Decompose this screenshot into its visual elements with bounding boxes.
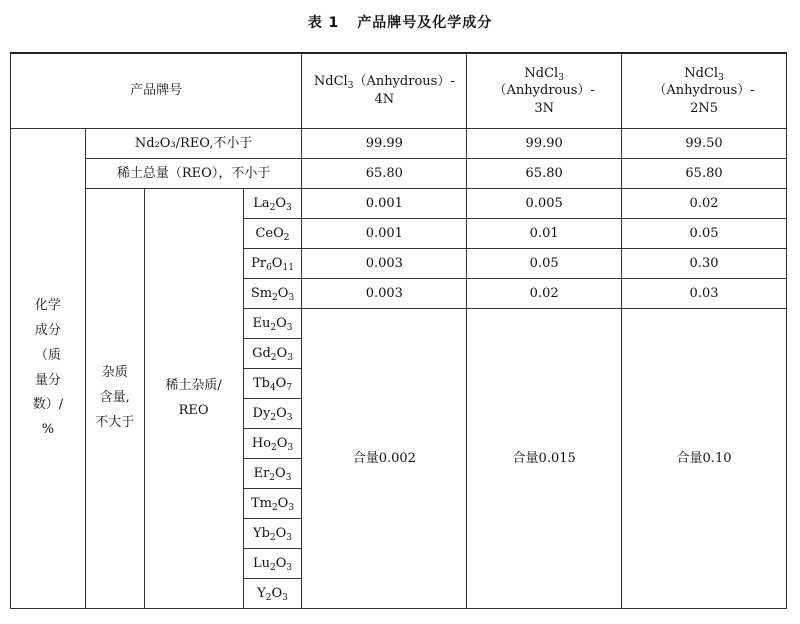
oxide-element: La <box>253 195 270 211</box>
grade-formula-sub: 3 <box>718 72 724 83</box>
grade-cell-3n <box>467 53 622 129</box>
value-cell <box>302 159 467 189</box>
value-cell <box>467 159 622 189</box>
oxide-element: Sm <box>250 285 273 301</box>
value-cell <box>302 279 467 309</box>
grade-qualifier: （Anhydrous）- <box>653 83 755 99</box>
value-cell <box>622 219 787 249</box>
oxide-subscript: 3 <box>288 502 295 513</box>
oxide-formula-cell <box>243 219 302 249</box>
oxide-formula-cell <box>243 399 302 429</box>
oxide-subscript: 7 <box>286 382 293 393</box>
oxide-subscript: 2 <box>269 562 276 573</box>
oxide-subscript: 3 <box>285 472 292 483</box>
oxide-subscript: 2 <box>272 292 278 303</box>
oxide-element: Pr <box>251 255 267 271</box>
combined-total-cell <box>302 309 467 609</box>
oxide-oxygen: O <box>271 585 283 601</box>
oxide-formula-cell <box>243 339 302 369</box>
value: 0.005 <box>525 195 563 211</box>
oxide-oxygen: O <box>277 495 289 511</box>
rare-earth-impurity-cell <box>144 189 243 609</box>
rare-earth-impurity-label-line: 稀土杂质/ <box>165 377 222 393</box>
grade-header-cell <box>11 53 302 129</box>
chemical-composition-label <box>15 294 81 442</box>
combined-total: 合量0.002 <box>352 450 416 466</box>
rare-earth-impurity-label-line: REO <box>178 402 209 418</box>
combined-total: 合量0.10 <box>676 450 732 466</box>
grade-formula-sub: 3 <box>558 72 564 83</box>
oxide-formula-cell <box>243 549 302 579</box>
table-caption <box>0 12 800 32</box>
value-cell <box>622 129 787 159</box>
value: 65.80 <box>365 165 403 181</box>
value-cell <box>622 279 787 309</box>
grade-cell-4n <box>302 53 467 129</box>
oxide-oxygen: O <box>276 315 287 331</box>
oxide-oxygen: O <box>273 225 284 241</box>
oxide-element: Ce <box>255 225 274 241</box>
grade-formula-sub: 3 <box>347 81 354 92</box>
oxide-formula-cell <box>243 489 302 519</box>
grade-formula: NdCl <box>313 74 348 90</box>
oxide-subscript: 6 <box>266 262 272 273</box>
oxide-oxygen: O <box>275 465 286 481</box>
table-number: 表 1 <box>307 15 340 31</box>
oxide-formula-cell <box>243 309 302 339</box>
value: 99.90 <box>525 135 563 151</box>
value-cell <box>467 279 622 309</box>
value: 0.30 <box>689 255 719 271</box>
oxide-subscript: 3 <box>286 202 292 213</box>
value-cell <box>622 249 787 279</box>
spec-table <box>10 52 787 609</box>
oxide-element: Lu <box>252 555 270 571</box>
value: 99.99 <box>365 135 403 151</box>
oxide-subscript: 2 <box>271 502 278 513</box>
grade-code: 2N5 <box>690 100 718 116</box>
grade-qualifier: （Anhydrous）- <box>493 83 595 99</box>
value-cell <box>467 219 622 249</box>
oxide-element: Tm <box>250 495 272 511</box>
rare-earth-impurity-label <box>149 374 239 423</box>
grade-formula: NdCl <box>524 65 559 81</box>
grade-qualifier: （Anhydrous）- <box>353 74 455 90</box>
oxide-element: Er <box>253 465 270 481</box>
oxide-formula-cell <box>243 429 302 459</box>
oxide-subscript: 2 <box>269 202 276 213</box>
value: 0.003 <box>365 285 403 301</box>
chemical-composition-label-line: % <box>41 421 55 437</box>
grade-cell-2n5 <box>622 53 787 129</box>
oxide-oxygen: O <box>275 525 287 541</box>
oxide-subscript: 3 <box>286 532 293 543</box>
oxide-formula-cell <box>243 279 302 309</box>
oxide-subscript: 11 <box>282 262 294 273</box>
value: 0.05 <box>689 225 719 241</box>
oxide-subscript: 2 <box>271 442 277 453</box>
impurity-content-label-line: 不大于 <box>95 414 135 430</box>
chemical-composition-cell <box>11 129 86 609</box>
impurity-content-label-line: 杂质 <box>101 365 128 381</box>
grade-header-label: 产品牌号 <box>130 83 183 99</box>
oxide-subscript: 2 <box>270 352 277 363</box>
oxide-subscript: 3 <box>286 322 293 333</box>
table-row <box>11 159 787 189</box>
combined-total-cell <box>467 309 622 609</box>
value-cell <box>622 189 787 219</box>
impurity-content-label-line: 含量, <box>99 390 130 406</box>
table-title: 产品牌号及化学成分 <box>357 15 493 31</box>
chemical-composition-label-line: （质 <box>34 347 61 363</box>
oxide-element: Tb <box>252 375 270 391</box>
oxide-oxygen: O <box>276 345 288 361</box>
value: 0.01 <box>529 225 559 241</box>
oxide-oxygen: O <box>277 285 289 301</box>
oxide-element: Y <box>257 585 266 601</box>
value: 65.80 <box>685 165 723 181</box>
grade-code: 3N <box>534 100 554 116</box>
oxide-oxygen: O <box>271 255 283 271</box>
oxide-subscript: 3 <box>288 292 295 303</box>
impurity-content-cell <box>85 189 144 609</box>
oxide-oxygen: O <box>275 375 287 391</box>
oxide-subscript: 3 <box>287 442 294 453</box>
table-row <box>11 129 787 159</box>
value: 0.001 <box>365 195 403 211</box>
value: 0.02 <box>529 285 559 301</box>
oxide-element: Yb <box>252 525 270 541</box>
oxide-formula-cell <box>243 579 302 609</box>
oxide-subscript: 2 <box>269 472 276 483</box>
row-label: Nd₂O₃/REO,不小于 <box>134 135 253 151</box>
value-cell <box>467 129 622 159</box>
value-cell <box>302 249 467 279</box>
header-row <box>11 53 787 129</box>
value-cell <box>302 189 467 219</box>
value-cell <box>467 189 622 219</box>
oxide-element: Dy <box>252 405 271 421</box>
oxide-formula-cell <box>243 369 302 399</box>
oxide-subscript: 2 <box>269 532 276 543</box>
value: 65.80 <box>525 165 563 181</box>
oxide-formula-cell <box>243 519 302 549</box>
row-label-cell <box>85 129 302 159</box>
oxide-subscript: 3 <box>286 562 293 573</box>
value-cell <box>302 129 467 159</box>
chemical-composition-label-line: 数）/ <box>32 397 64 413</box>
value: 0.001 <box>365 225 403 241</box>
chemical-composition-label-line: 化学 <box>34 298 61 314</box>
impurity-content-label <box>90 361 140 435</box>
value-cell <box>622 159 787 189</box>
oxide-oxygen: O <box>275 195 287 211</box>
value: 0.02 <box>689 195 719 211</box>
value: 0.03 <box>689 285 719 301</box>
oxide-formula-cell <box>243 459 302 489</box>
oxide-subscript: 2 <box>270 322 277 333</box>
oxide-subscript: 2 <box>265 592 272 603</box>
chemical-composition-label-line: 成分 <box>34 323 61 339</box>
oxide-formula-cell <box>243 189 302 219</box>
value: 0.003 <box>365 255 403 271</box>
oxide-element: Ho <box>251 435 272 451</box>
oxide-subscript: 2 <box>283 232 290 243</box>
value-cell <box>467 249 622 279</box>
value: 0.05 <box>529 255 559 271</box>
oxide-subscript: 4 <box>269 382 276 393</box>
oxide-subscript: 2 <box>270 412 277 423</box>
oxide-element: Gd <box>252 345 271 361</box>
oxide-subscript: 3 <box>286 412 293 423</box>
table-row <box>11 189 787 219</box>
oxide-oxygen: O <box>276 405 287 421</box>
row-label-cell <box>85 159 302 189</box>
oxide-oxygen: O <box>275 555 287 571</box>
value-cell <box>302 219 467 249</box>
value: 99.50 <box>685 135 723 151</box>
grade-formula: NdCl <box>684 65 719 81</box>
oxide-oxygen: O <box>276 435 288 451</box>
chemical-composition-label-line: 量分 <box>34 372 61 388</box>
combined-total-cell <box>622 309 787 609</box>
oxide-subscript: 3 <box>282 592 288 603</box>
oxide-formula-cell <box>243 249 302 279</box>
combined-total: 合量0.015 <box>512 450 576 466</box>
grade-code: 4N <box>374 92 395 107</box>
oxide-element: Eu <box>252 315 271 331</box>
row-label: 稀土总量（REO），不小于 <box>116 165 271 181</box>
oxide-subscript: 3 <box>287 352 293 363</box>
